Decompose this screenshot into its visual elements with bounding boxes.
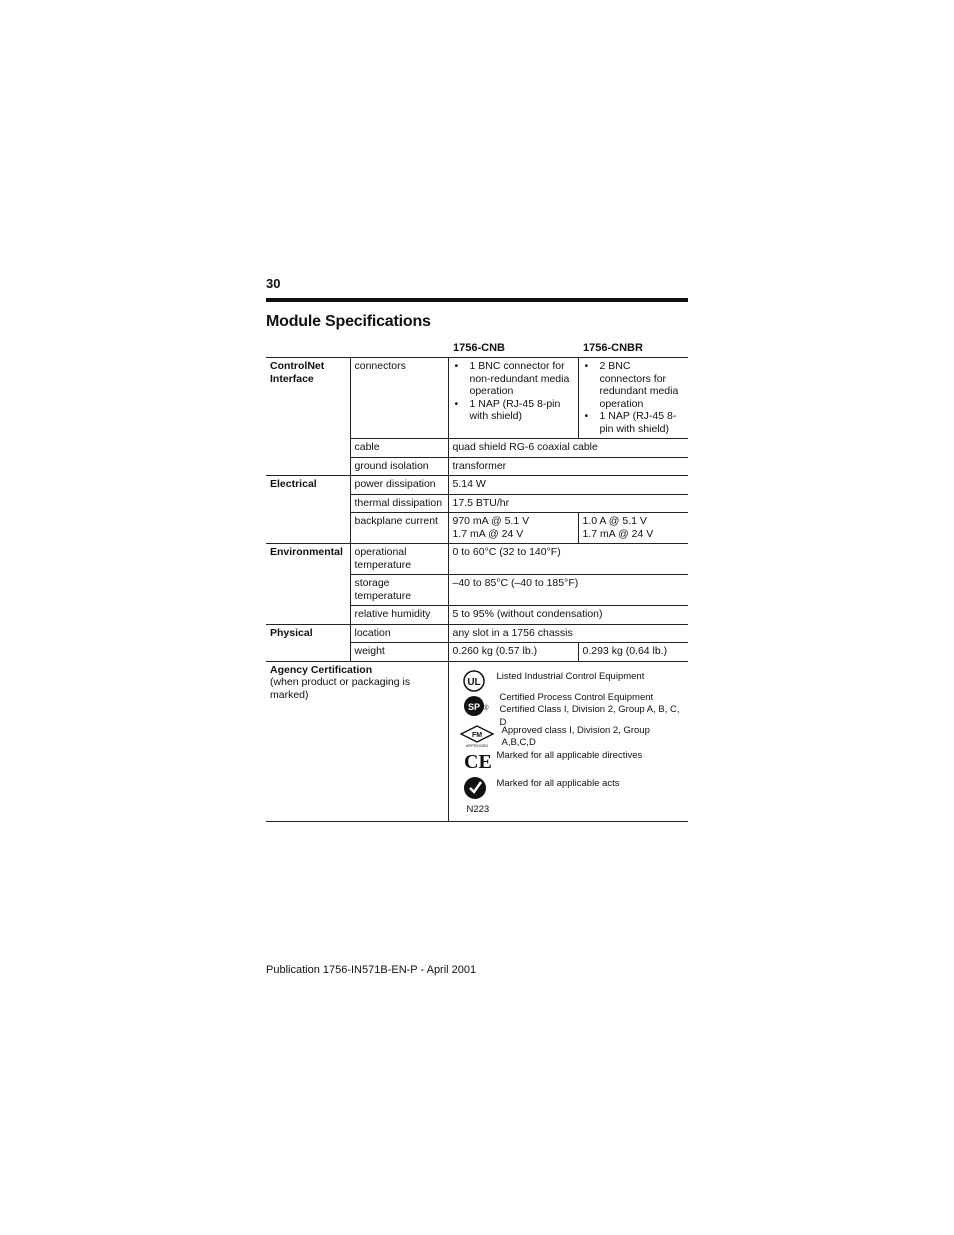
cert-text: Marked for all applicable directives: [496, 749, 643, 761]
value-weight-cnbr: 0.293 kg (0.64 lb.): [578, 643, 688, 662]
table-row: [266, 544, 688, 575]
page-number: 30: [266, 276, 281, 291]
param-operational-temperature: operational temperature: [350, 544, 448, 575]
c-tick-icon: [463, 776, 487, 804]
value-connectors-cnb: [448, 358, 578, 439]
cert-fm: [453, 724, 685, 748]
cert-text: Listed Industrial Control Equipment: [496, 670, 645, 682]
table-row: [266, 661, 688, 821]
param-relative-humidity: relative humidity: [350, 606, 448, 625]
category-physical: Physical: [266, 624, 350, 661]
agency-subtitle: (when product or packaging is marked): [270, 676, 411, 701]
param-cable: cable: [350, 439, 448, 458]
cert-text: Marked for all applicable acts: [496, 777, 620, 789]
svg-text:UL: UL: [466, 676, 481, 688]
value-backplane-cnbr: 1.0 A @ 5.1 V 1.7 mA @ 24 V: [578, 513, 688, 544]
value-weight-cnb: 0.260 kg (0.57 lb.): [448, 643, 578, 662]
param-storage-temperature: storage temperature: [350, 575, 448, 606]
table-row: [266, 476, 688, 495]
agency-title: Agency Certification: [270, 663, 373, 676]
value-power-dissipation: 5.14 W: [448, 476, 688, 495]
ce-icon: [463, 750, 492, 776]
param-ground-isolation: ground isolation: [350, 457, 448, 476]
param-connectors: connectors: [350, 358, 448, 439]
param-power-dissipation: power dissipation: [350, 476, 448, 495]
value-operational-temperature: 0 to 60°C (32 to 140°F): [448, 544, 688, 575]
param-location: location: [350, 624, 448, 643]
section-title: Module Specifications: [266, 313, 431, 330]
category-agency: [266, 661, 448, 821]
ul-icon: [463, 670, 485, 696]
fm-badge-text: APPROVED: [465, 742, 488, 748]
value-cable: quad shield RG-6 coaxial cable: [448, 439, 688, 458]
value-location: any slot in a 1756 chassis: [448, 624, 688, 643]
column-header-cnb: 1756-CNB: [453, 342, 505, 354]
cert-csa: [453, 691, 685, 728]
category-electrical: Electrical: [266, 476, 350, 544]
value-connectors-cnbr: [578, 358, 688, 439]
csa-icon: [463, 694, 489, 722]
svg-text:SP: SP: [467, 701, 480, 712]
spec-table: [266, 357, 688, 822]
list-item: • 1 BNC connector for non-redundant media operation: [454, 360, 570, 397]
list-item: • 2 BNC connectors for redundant media operation: [584, 360, 679, 410]
value-storage-temperature: –40 to 85°C (–40 to 185°F): [448, 575, 688, 606]
table-row: [266, 358, 688, 439]
list-item: • 1 NAP (RJ-45 8-pin with shield): [454, 397, 561, 422]
table-row: [266, 624, 688, 643]
param-thermal-dissipation: thermal dissipation: [350, 494, 448, 513]
category-environmental: Environmental: [266, 544, 350, 625]
certification-code: N223: [466, 803, 490, 815]
param-backplane-current: backplane current: [350, 513, 448, 544]
cert-text: Certified Process Control Equipment Certified Class I, Division 2, Group A, B, C, D: [499, 691, 680, 728]
param-weight: weight: [350, 643, 448, 662]
agency-cert-list: [448, 661, 688, 821]
svg-text:FM: FM: [471, 731, 482, 739]
cert-ul: [453, 670, 685, 690]
cert-c-tick: [453, 776, 685, 802]
svg-text:®: ®: [482, 704, 489, 712]
value-backplane-cnb: 970 mA @ 5.1 V 1.7 mA @ 24 V: [448, 513, 578, 544]
publication-footer: Publication 1756-IN571B-EN-P - April 2001: [266, 964, 477, 976]
value-thermal-dissipation: 17.5 BTU/hr: [448, 494, 688, 513]
header-rule: [266, 298, 688, 302]
value-ground-isolation: transformer: [448, 457, 688, 476]
column-header-cnbr: 1756-CNBR: [583, 342, 643, 354]
svg-text:CE: CE: [463, 750, 492, 773]
value-relative-humidity: 5 to 95% (without condensation): [448, 606, 688, 625]
category-controlnet: ControlNet Interface: [266, 358, 350, 476]
list-item: • 1 NAP (RJ-45 8-pin with shield): [584, 410, 677, 435]
cert-text: Approved class I, Division 2, Group A,B,C,D: [501, 724, 650, 748]
cert-ce: [453, 750, 685, 774]
fm-icon: [459, 724, 495, 752]
